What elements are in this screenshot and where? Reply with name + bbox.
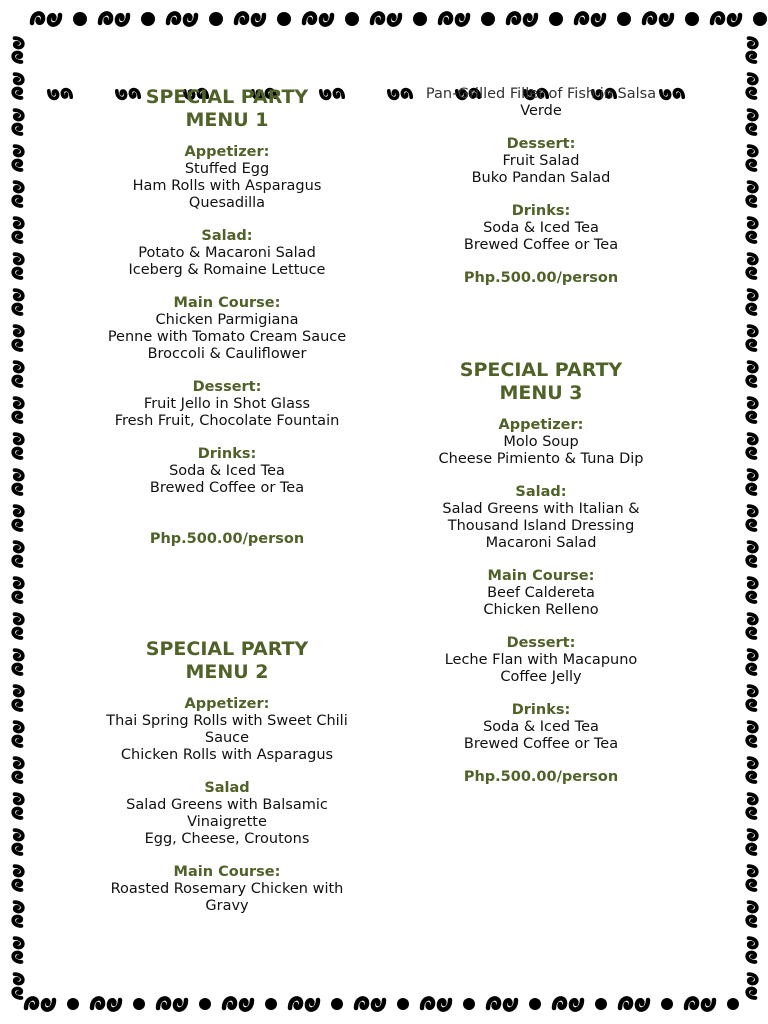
menu-1-title-line2: MENU 1 xyxy=(185,109,269,131)
swirl-ornament xyxy=(747,362,756,386)
swirl-ornament xyxy=(13,218,22,242)
menu-item: Coffee Jelly xyxy=(500,669,582,685)
menu-section xyxy=(76,446,378,497)
swirl-ornament xyxy=(747,686,756,710)
swirl-ornament xyxy=(13,686,22,710)
menu-section xyxy=(76,379,378,430)
swirl-ornament xyxy=(747,218,756,242)
menu-section xyxy=(76,228,378,279)
swirl-ornament xyxy=(747,434,756,458)
menu-item: Chicken Rolls with Asparagus xyxy=(120,747,334,763)
menu-item: Broccoli & Cauliflower xyxy=(147,346,307,362)
section-heading: Main Course: xyxy=(173,295,281,311)
menu-1-sections xyxy=(76,144,378,497)
swirl-ornament xyxy=(747,722,756,746)
swirl-ornament xyxy=(32,13,60,24)
menu-item: Thousand Island Dressing xyxy=(447,518,635,534)
menu-section xyxy=(76,144,378,212)
menu-3-title-line2: MENU 3 xyxy=(499,382,583,404)
menu-item: Salad Greens with Italian & xyxy=(442,501,640,517)
swirl-ornament xyxy=(644,13,672,24)
swirl-ornament xyxy=(13,578,22,602)
menu-section xyxy=(400,203,682,254)
swirl-ornament xyxy=(747,614,756,638)
swirl-ornament xyxy=(13,434,22,458)
swirl-ornament xyxy=(13,722,22,746)
menu-item: Quesadilla xyxy=(188,195,266,211)
menu-item: Salad Greens with Balsamic xyxy=(126,797,328,813)
swirl-ornament xyxy=(13,542,22,566)
swirl-ornament xyxy=(747,506,756,530)
menu-section xyxy=(76,864,378,915)
swirl-ornament xyxy=(13,830,22,854)
section-heading: Dessert: xyxy=(192,379,262,395)
menu-item: Fresh Fruit, Chocolate Fountain xyxy=(114,413,340,429)
swirl-ornament xyxy=(712,13,740,24)
menu-item: Molo Soup xyxy=(503,434,579,450)
menu-3-title-line1: SPECIAL PARTY xyxy=(459,359,623,381)
swirl-ornament xyxy=(747,182,756,206)
border-dot xyxy=(529,998,541,1010)
border-dot xyxy=(67,998,79,1010)
section-heading: Main Course: xyxy=(173,864,281,880)
swirl-ornament xyxy=(747,38,756,62)
menu-item: Egg, Cheese, Croutons xyxy=(144,831,310,847)
menu-section xyxy=(400,417,682,468)
border-dot xyxy=(133,998,145,1010)
swirl-ornament xyxy=(13,614,22,638)
menu-section xyxy=(400,136,682,187)
swirl-ornament xyxy=(747,794,756,818)
swirl-ornament xyxy=(747,398,756,422)
menu-3 xyxy=(400,359,682,786)
menu-2-title xyxy=(76,638,378,684)
swirl-ornament xyxy=(747,542,756,566)
menu-item: Brewed Coffee or Tea xyxy=(463,237,619,253)
swirl-ornament xyxy=(92,998,120,1009)
swirl-ornament xyxy=(747,650,756,674)
menu-item: Iceberg & Romaine Lettuce xyxy=(128,262,326,278)
menu-item: Fruit Jello in Shot Glass xyxy=(143,396,311,412)
menu-2-title-line1: SPECIAL PARTY xyxy=(145,638,309,660)
menu-2-price: Php.500.00/person xyxy=(463,270,619,286)
swirl-ornament xyxy=(13,182,22,206)
right-column xyxy=(400,86,682,786)
border-dot xyxy=(549,12,563,26)
swirl-ornament xyxy=(236,13,264,24)
swirl-ornament xyxy=(224,998,252,1009)
border-dot xyxy=(199,998,211,1010)
menu-section xyxy=(400,484,682,552)
menu-section xyxy=(400,702,682,753)
section-heading: Appetizer: xyxy=(184,144,270,160)
border-dot xyxy=(685,12,699,26)
menu-3-title xyxy=(400,359,682,405)
swirl-ornament xyxy=(13,38,22,62)
swirl-ornament xyxy=(422,998,450,1009)
menu-item: Thai Spring Rolls with Sweet Chili xyxy=(106,713,348,729)
menu-2-continued-sections xyxy=(400,136,682,254)
section-heading: Dessert: xyxy=(506,635,576,651)
swirl-ornament xyxy=(747,902,756,926)
swirl-ornament xyxy=(49,90,71,99)
border-dot xyxy=(265,998,277,1010)
swirl-ornament xyxy=(13,362,22,386)
menu-item: Vinaigrette xyxy=(187,814,267,830)
swirl-ornament xyxy=(158,998,186,1009)
swirl-ornament xyxy=(356,998,384,1009)
menu-item: Cheese Pimiento & Tuna Dip xyxy=(438,451,644,467)
menu-1-title-line1: SPECIAL PARTY xyxy=(145,86,309,108)
menu-1 xyxy=(76,86,378,548)
swirl-ornament xyxy=(290,998,318,1009)
menu-section xyxy=(76,295,378,363)
border-dot xyxy=(397,998,409,1010)
menu-2 xyxy=(76,638,378,915)
border-dot xyxy=(617,12,631,26)
swirl-ornament xyxy=(13,110,22,134)
border-dot xyxy=(141,12,155,26)
menu-item: Buko Pandan Salad xyxy=(471,170,611,186)
menu-item: Leche Flan with Macapuno xyxy=(444,652,638,668)
border-dot xyxy=(209,12,223,26)
menu-2-main-course-continued xyxy=(400,86,682,120)
menu-item: Chicken Relleno xyxy=(483,602,599,618)
section-heading: Appetizer: xyxy=(498,417,584,433)
border-dot xyxy=(595,998,607,1010)
section-heading: Dessert: xyxy=(506,136,576,152)
swirl-ornament xyxy=(100,13,128,24)
swirl-ornament xyxy=(13,146,22,170)
section-heading: Drinks: xyxy=(197,446,257,462)
menu-1-price: Php.500.00/person xyxy=(149,531,305,547)
section-heading: Drinks: xyxy=(511,702,571,718)
menu-item: Soda & Iced Tea xyxy=(169,463,285,479)
menu-item: Soda & Iced Tea xyxy=(483,719,599,735)
menu-section xyxy=(76,696,378,764)
section-heading: Salad: xyxy=(201,228,253,244)
swirl-ornament xyxy=(747,74,756,98)
menu-item: Potato & Macaroni Salad xyxy=(138,245,316,261)
swirl-ornament xyxy=(620,998,648,1009)
menu-item: Brewed Coffee or Tea xyxy=(149,480,305,496)
swirl-ornament xyxy=(13,974,22,998)
section-heading: Main Course: xyxy=(487,568,595,584)
swirl-ornament xyxy=(747,974,756,998)
menu-item: Roasted Rosemary Chicken with xyxy=(110,881,344,897)
section-heading: Salad xyxy=(204,780,250,796)
border-dot xyxy=(661,998,673,1010)
swirl-ornament xyxy=(13,866,22,890)
menu-item: Ham Rolls with Asparagus xyxy=(132,178,322,194)
swirl-ornament xyxy=(13,506,22,530)
swirl-ornament xyxy=(747,110,756,134)
swirl-ornament xyxy=(747,866,756,890)
menu-item: Stuffed Egg xyxy=(184,161,270,177)
border-dot xyxy=(345,12,359,26)
menu-2-title-line2: MENU 2 xyxy=(185,661,269,683)
swirl-ornament xyxy=(13,326,22,350)
swirl-ornament xyxy=(747,146,756,170)
section-heading: Drinks: xyxy=(511,203,571,219)
swirl-ornament xyxy=(747,938,756,962)
swirl-ornament xyxy=(747,254,756,278)
menu-item: Macaroni Salad xyxy=(485,535,597,551)
border-dot xyxy=(413,12,427,26)
swirl-ornament xyxy=(13,398,22,422)
swirl-ornament xyxy=(440,13,468,24)
border-dot xyxy=(277,12,291,26)
border-dot xyxy=(331,998,343,1010)
menu-3-sections xyxy=(400,417,682,753)
swirl-ornament xyxy=(13,470,22,494)
menu-section xyxy=(76,780,378,848)
border-dot xyxy=(463,998,475,1010)
swirl-ornament xyxy=(13,758,22,782)
border-dot xyxy=(753,12,767,26)
swirl-ornament xyxy=(13,290,22,314)
menu-item: Chicken Parmigiana xyxy=(155,312,299,328)
menu-item: Beef Caldereta xyxy=(487,585,595,601)
swirl-ornament xyxy=(747,470,756,494)
border-dot xyxy=(481,12,495,26)
swirl-ornament xyxy=(686,998,714,1009)
swirl-ornament xyxy=(576,13,604,24)
menu-item: Penne with Tomato Cream Sauce xyxy=(107,329,347,345)
menu-item-partial: Pan-Grilled Fillet of Fish in Salsa xyxy=(425,86,657,102)
menu-item: Brewed Coffee or Tea xyxy=(463,736,619,752)
swirl-ornament xyxy=(747,758,756,782)
menu-item: Gravy xyxy=(205,898,249,914)
swirl-ornament xyxy=(554,998,582,1009)
menu-3-price: Php.500.00/person xyxy=(463,769,619,785)
swirl-ornament xyxy=(508,13,536,24)
swirl-ornament xyxy=(304,13,332,24)
swirl-ornament xyxy=(13,74,22,98)
border-dot xyxy=(73,12,87,26)
swirl-ornament xyxy=(747,830,756,854)
swirl-ornament xyxy=(13,794,22,818)
menu-item: Verde xyxy=(520,103,562,119)
menu-section xyxy=(400,568,682,619)
swirl-ornament xyxy=(26,998,54,1009)
swirl-ornament xyxy=(747,578,756,602)
swirl-ornament xyxy=(372,13,400,24)
menu-item: Sauce xyxy=(204,730,250,746)
section-heading: Salad: xyxy=(515,484,567,500)
menu-item: Soda & Iced Tea xyxy=(483,220,599,236)
section-heading: Appetizer: xyxy=(184,696,270,712)
swirl-ornament xyxy=(13,902,22,926)
menu-2-sections xyxy=(76,696,378,915)
swirl-ornament xyxy=(13,938,22,962)
swirl-ornament xyxy=(747,290,756,314)
swirl-ornament xyxy=(13,254,22,278)
swirl-ornament xyxy=(747,326,756,350)
left-column xyxy=(76,86,378,931)
menu-1-title xyxy=(76,86,378,132)
menu-2-continued xyxy=(400,86,682,287)
menu-item: Fruit Salad xyxy=(502,153,580,169)
swirl-ornament xyxy=(488,998,516,1009)
swirl-ornament xyxy=(13,650,22,674)
border-dot xyxy=(727,998,739,1010)
menu-section xyxy=(400,635,682,686)
swirl-ornament xyxy=(168,13,196,24)
